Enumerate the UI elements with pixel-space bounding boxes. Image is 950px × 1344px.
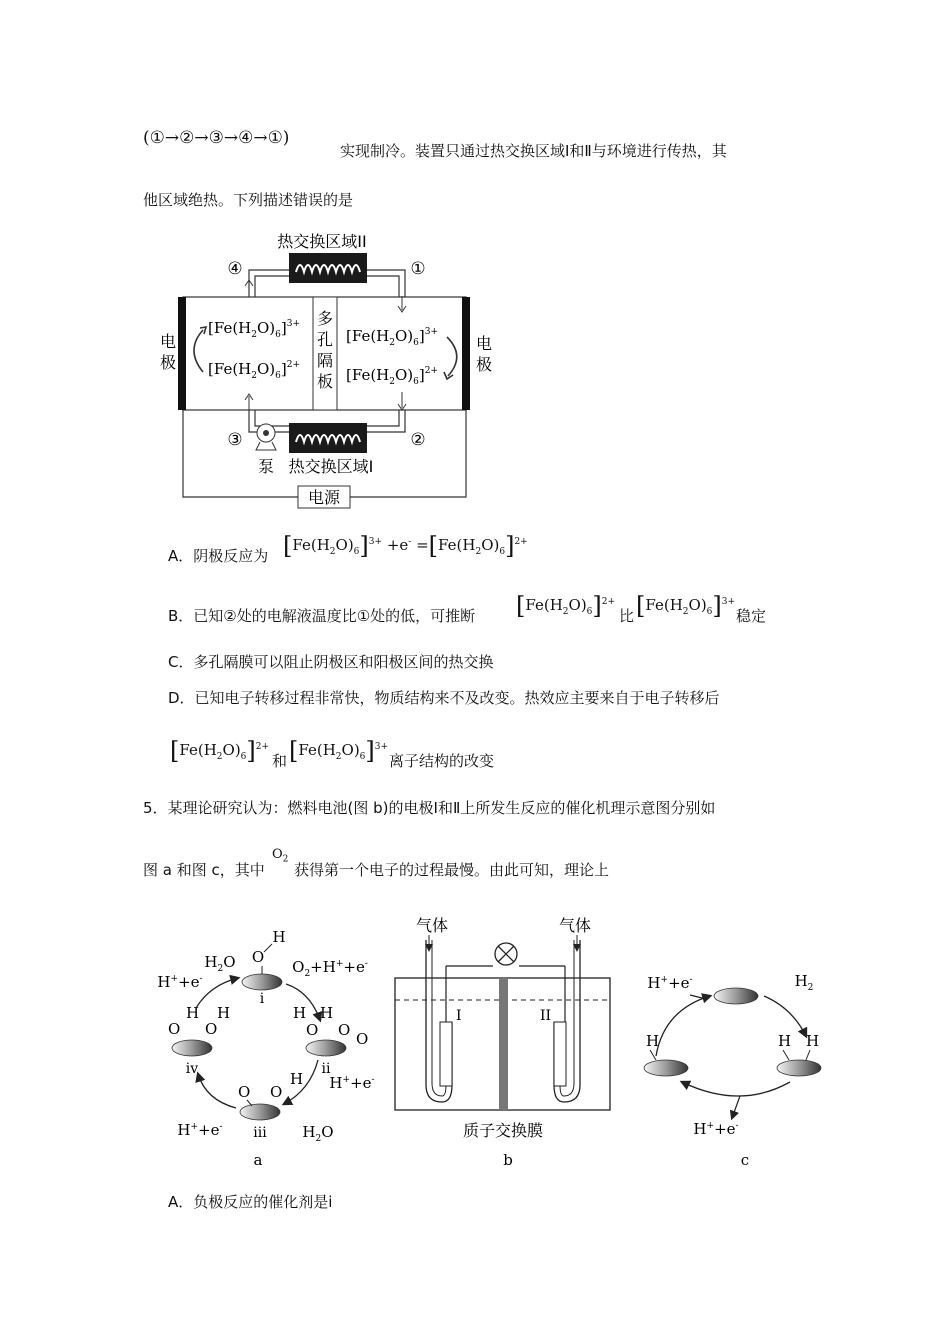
option-a-prefix: A．阴极反应为	[168, 547, 269, 565]
svg-text:H++e-: H++e-	[329, 1074, 375, 1092]
electrode-II: II	[540, 1008, 552, 1024]
cycle-notation: (①→②→③→④→①)	[143, 128, 290, 148]
svg-text:H2O: $H_2O$	[204, 953, 236, 974]
svg-text:H: H	[272, 928, 286, 946]
svg-text:H: H	[806, 1032, 820, 1050]
label-ii: ii	[321, 1061, 331, 1077]
svg-text:[Fe(H2O)6]3+: $[Fe(H_2O)_6]^{3+}$	[346, 327, 439, 348]
svg-text:H2: $H_2$	[794, 972, 814, 993]
node-3: ③	[227, 430, 243, 450]
option-d-mid: 和	[272, 752, 288, 770]
svg-text:板: 板	[316, 372, 334, 391]
option-d-formula-2: $[Fe(H_2O)_6]^{3+}$	[289, 737, 389, 765]
svg-text:[Fe(H2O)6]3+: $[Fe(H_2O)_6]^{3+}$	[208, 319, 301, 340]
svg-text:电: 电	[159, 332, 177, 351]
svg-text:孔: 孔	[316, 330, 334, 349]
svg-text:多: 多	[316, 309, 334, 328]
svg-text:[Fe(H2O)6]2+: $[Fe(H_2O)_6]^{2+}$	[346, 366, 439, 387]
intro-line-2: 他区域绝热。下列描述错误的是	[143, 191, 354, 209]
node-2: ②	[410, 430, 426, 450]
svg-text:H: H	[186, 1004, 200, 1022]
svg-text:H: H	[320, 1004, 334, 1022]
svg-text:O: O	[270, 1083, 283, 1101]
option-d-formula-1: $[Fe(H_2O)_6]^{2+}$	[170, 737, 270, 765]
svg-text:O: O	[338, 1021, 351, 1039]
electrode-I: I	[456, 1008, 462, 1024]
svg-text:隔: 隔	[316, 351, 334, 370]
svg-text:O2+H++e-: $O_2+H^++e^-$	[292, 958, 368, 979]
svg-text:H: H	[646, 1032, 660, 1050]
q5-o2: $O_2$	[272, 847, 289, 865]
bottom-exchange-label: 热交换区域I	[288, 457, 374, 476]
label-i: i	[259, 991, 265, 1007]
svg-text:H: H	[217, 1004, 231, 1022]
svg-text:H: H	[778, 1032, 792, 1050]
pump-label: 泵	[257, 457, 275, 476]
node-1: ①	[410, 259, 426, 279]
svg-text:H++e-: H++e-	[177, 1121, 223, 1139]
heat-exchanger-top	[289, 253, 367, 283]
electrode-left	[178, 297, 186, 410]
heat-exchanger-bottom	[289, 423, 367, 453]
q5-line-1: 5．某理论研究认为：燃料电池(图 b)的电极Ⅰ和Ⅱ上所发生反应的催化机理示意图分别如	[143, 799, 716, 817]
svg-text:O: O	[238, 1083, 251, 1101]
gas-right: 气体	[558, 916, 592, 935]
svg-text:H: H	[290, 1070, 304, 1088]
svg-text:O: O	[205, 1020, 218, 1038]
proton-exchange-membrane	[499, 978, 508, 1110]
svg-text:H: H	[293, 1004, 307, 1022]
caption-b: b	[503, 1151, 513, 1169]
option-b-prefix: B．已知②处的电解液温度比①处的低，可推断	[168, 607, 476, 625]
q5-line-2-suffix: 获得第一个电子的过程最慢。由此可知，理论上	[294, 861, 610, 879]
caption-a: a	[253, 1151, 263, 1169]
q5-line-2-prefix: 图 a 和图 c，其中	[143, 861, 265, 879]
svg-text:O: O	[306, 1021, 319, 1039]
option-d-suffix: 离子结构的改变	[389, 752, 495, 770]
option-b-suffix: 稳定	[736, 607, 767, 625]
option-b-mid: 比	[619, 607, 635, 625]
label-iii: iii	[253, 1125, 267, 1141]
svg-text:H++e-: H++e-	[647, 974, 693, 992]
top-exchange-label: 热交换区域II	[277, 232, 367, 251]
svg-text:[Fe(H2O)6]2+: $[Fe(H_2O)_6]^{2+}$	[208, 360, 301, 381]
svg-text:O: O	[251, 948, 265, 966]
option-c: C．多孔隔膜可以阻止阴极区和阳极区间的热交换	[168, 653, 494, 671]
svg-text:电: 电	[475, 334, 493, 353]
label-iv: iv	[185, 1061, 199, 1077]
svg-text:O: O	[168, 1020, 181, 1038]
svg-text:O: O	[356, 1030, 369, 1048]
q5-option-a: A．负极反应的催化剂是ⅰ	[168, 1193, 333, 1211]
option-a-formula: $[Fe(H_2O)_6]^{3+} +e^- =[Fe(H_2O)_6]^{2+}$	[283, 532, 528, 560]
membrane-label: 质子交换膜	[462, 1121, 544, 1140]
option-b-formula-1: $[Fe(H_2O)_6]^{2+}$	[516, 592, 616, 620]
svg-text:极: 极	[475, 355, 493, 374]
svg-text:H2O: $H_2O$	[302, 1123, 334, 1144]
option-d-line-1: D．已知电子转移过程非常快，物质结构来不及改变。热效应主要来自于电子转移后	[168, 689, 720, 707]
svg-text:H++e-: H++e-	[693, 1120, 739, 1138]
electrode-right	[462, 297, 470, 410]
caption-c: c	[740, 1151, 750, 1169]
power-label: 电源	[307, 488, 341, 507]
svg-text:极: 极	[159, 353, 177, 372]
option-b-formula-2: $[Fe(H_2O)_6]^{3+}$	[636, 592, 736, 620]
intro-line-1: 实现制冷。装置只通过热交换区域Ⅰ和Ⅱ与环境进行传热，其	[340, 142, 727, 160]
gas-left: 气体	[415, 916, 449, 935]
fig-electrochemical-cooling	[150, 225, 493, 515]
node-4: ④	[227, 259, 243, 279]
fig-fuel-cell-mechanism	[150, 905, 830, 1175]
svg-text:H++e-: H++e-	[157, 973, 203, 991]
